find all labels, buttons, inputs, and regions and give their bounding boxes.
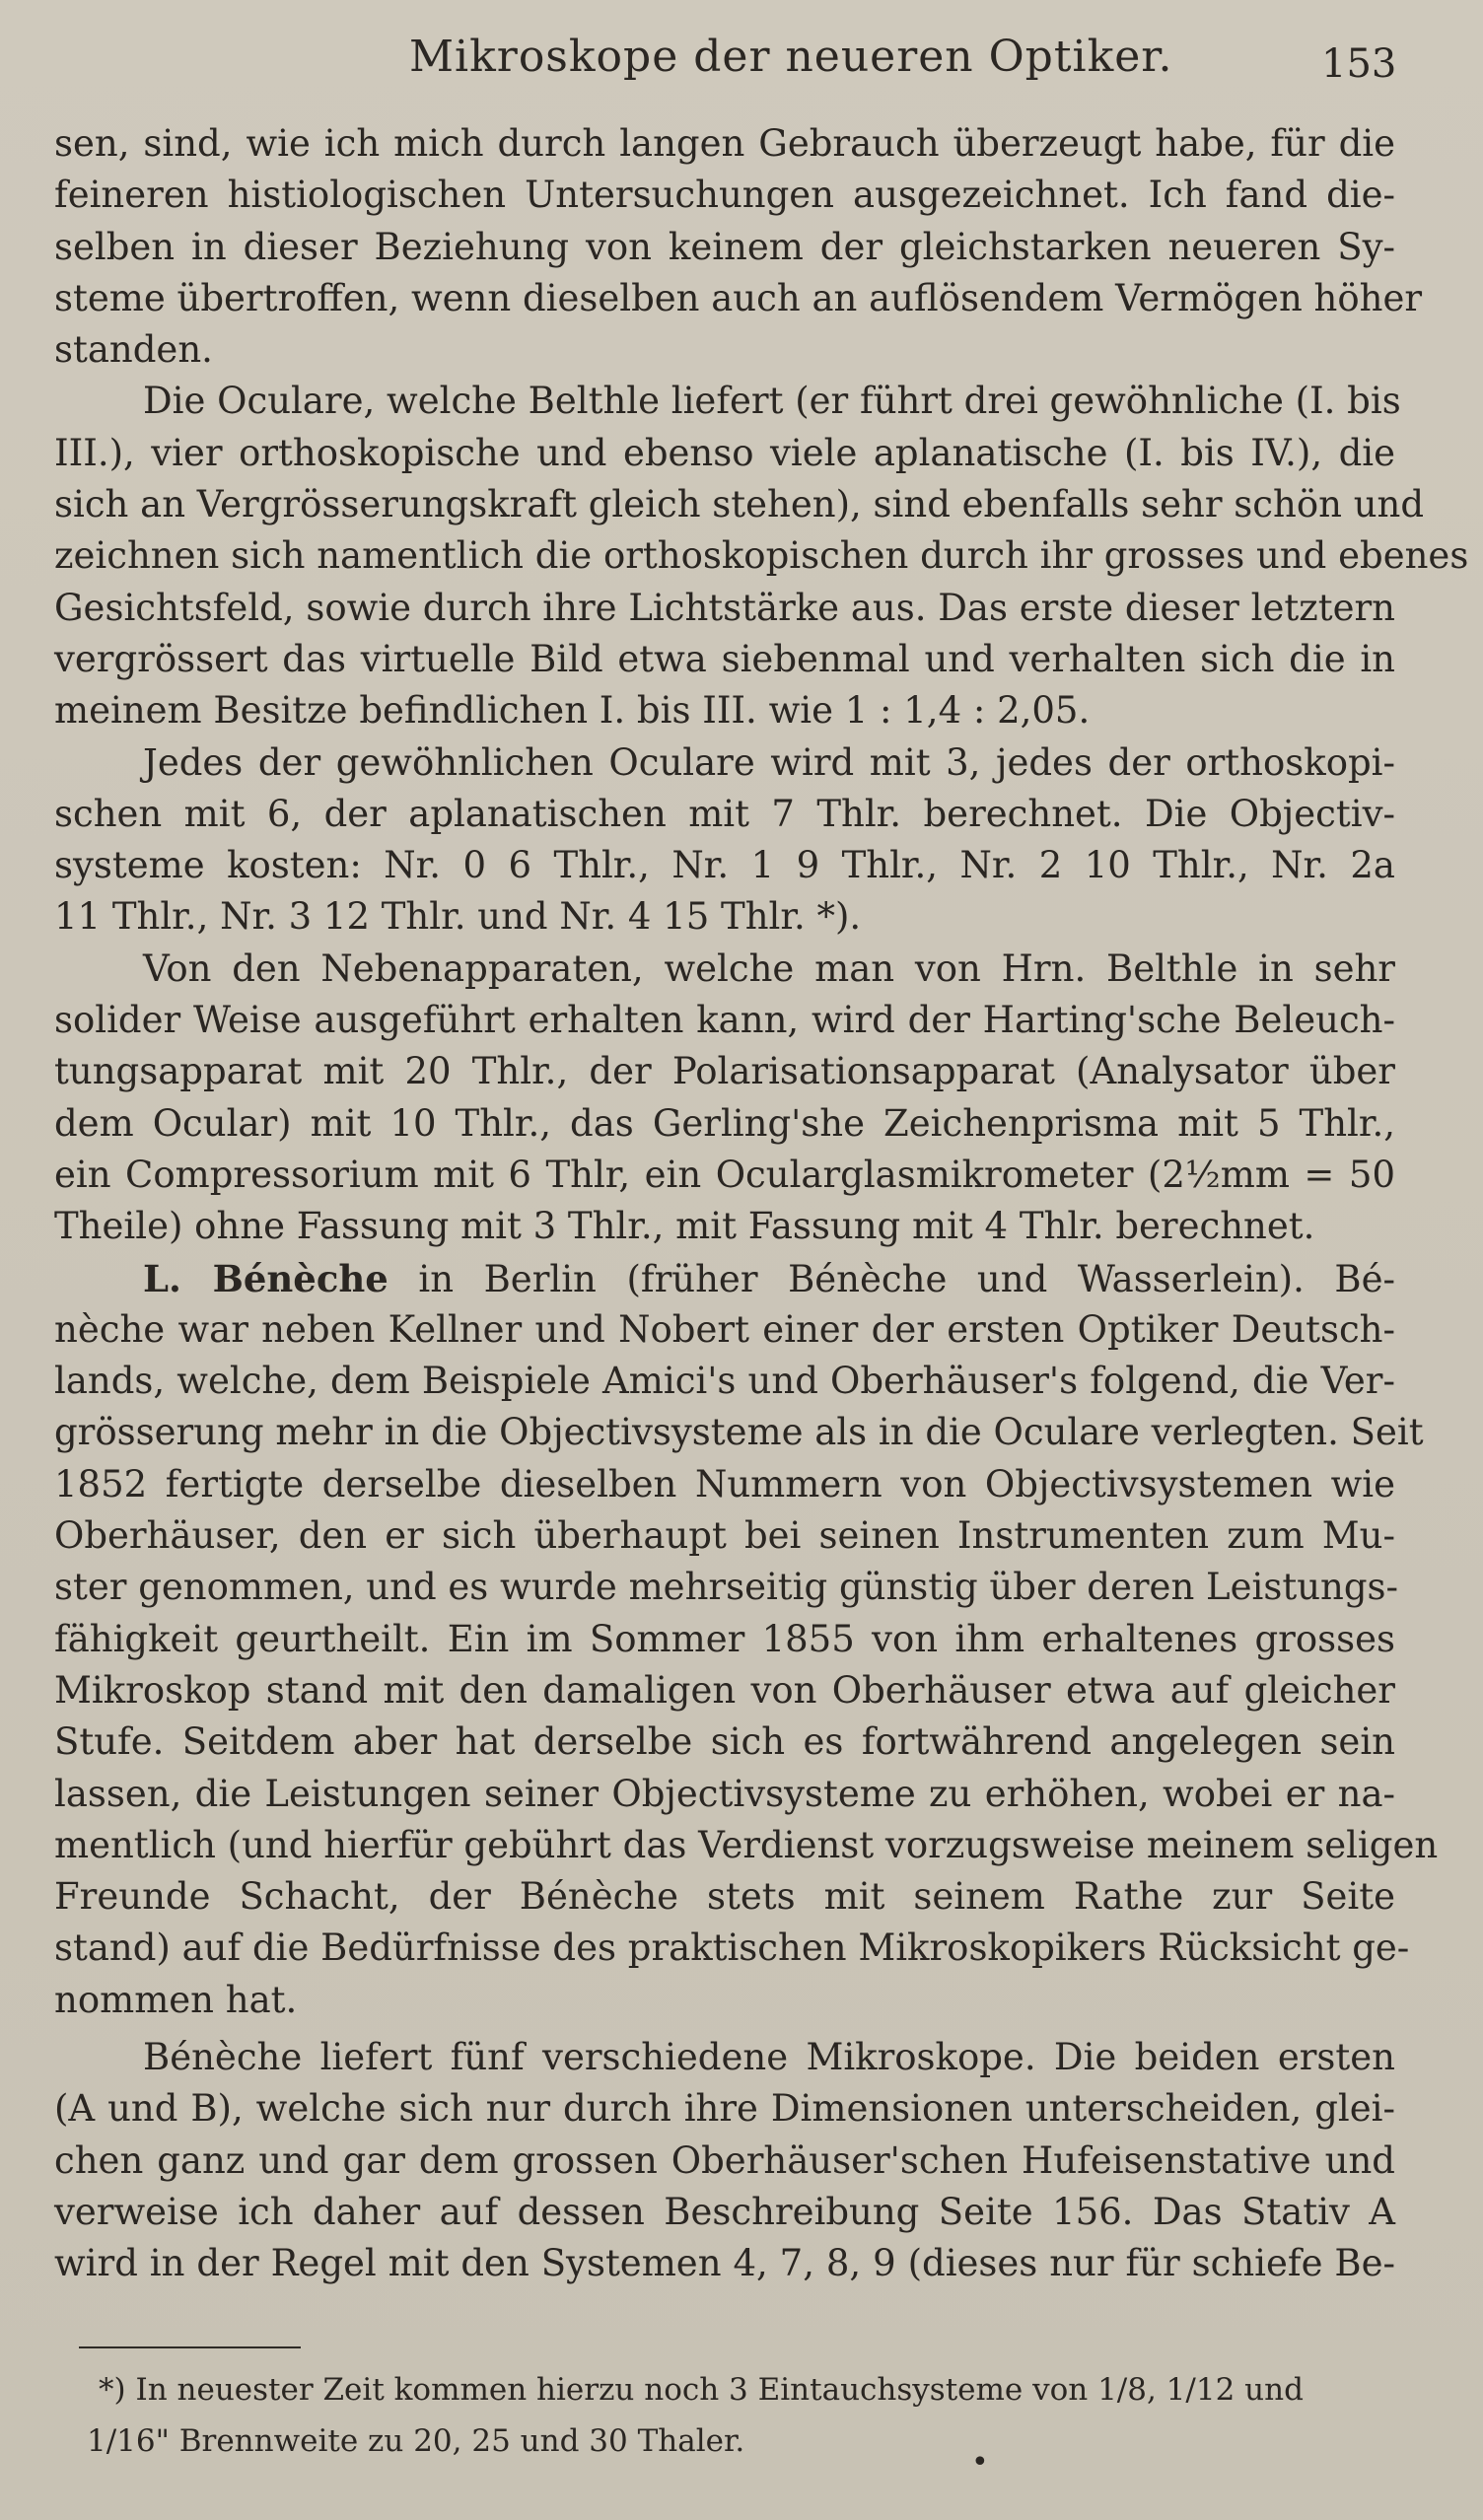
text-line: 11 Thlr., Nr. 3 12 Thlr. und Nr. 4 15 Thlr. *). <box>54 895 862 939</box>
page-number: 153 <box>1321 41 1397 87</box>
text-line: tungsapparat mit 20 Thlr., der Polarisationsapparat (Analysator über <box>54 1050 1395 1093</box>
text-line: III.), vier orthoskopische und ebenso viele aplanatische (I. bis IV.), die <box>54 431 1395 474</box>
text-line: Von den Nebenapparaten, welche man von Hrn. Belthle in sehr <box>143 946 1395 990</box>
text-line: ster genommen, und es wurde mehrseitig günstig über deren Leistungs- <box>54 1566 1399 1609</box>
text-line: stand) auf die Bedürfnisse des praktischen Mikroskopikers Rücksicht ge- <box>54 1926 1410 1970</box>
text-line: selben in dieser Beziehung von keinem der gleichstarken neueren Sy- <box>54 225 1395 268</box>
text-line-rest: in Berlin (früher Bénèche und Wasserlein). Bé- <box>418 1257 1395 1300</box>
running-title: Mikroskope der neueren Optiker. <box>409 32 1173 82</box>
text-line: Mikroskop stand mit den damaligen von Oberhäuser etwa auf gleicher <box>54 1668 1395 1712</box>
text-line: Gesichtsfeld, sowie durch ihre Lichtstärke aus. Das erste dieser letztern <box>54 586 1395 629</box>
text-line: ein Compressorium mit 6 Thlr, ein Ocularglasmikrometer (2½mm = 50 <box>54 1153 1395 1196</box>
footnote-rule <box>79 2346 301 2348</box>
text-line: Oberhäuser, den er sich überhaupt bei seinen Instrumenten zum Mu- <box>54 1514 1395 1558</box>
text-line: Die Oculare, welche Belthle liefert (er führt drei gewöhnliche (I. bis <box>143 380 1401 423</box>
text-line: schen mit 6, der aplanatischen mit 7 Thlr. berechnet. Die Objectiv- <box>54 792 1395 835</box>
text-line: vergrössert das virtuelle Bild etwa siebenmal und verhalten sich die in <box>54 637 1395 680</box>
text-line: systeme kosten: Nr. 0 6 Thlr., Nr. 1 9 Thlr., Nr. 2 10 Thlr., Nr. 2a <box>54 844 1395 887</box>
text-line: sich an Vergrösserungskraft gleich stehen), sind ebenfalls sehr schön und <box>54 483 1425 526</box>
footnote <box>87 2364 1400 2467</box>
text-line: lands, welche, dem Beispiele Amici's und Oberhäuser's folgend, die Ver- <box>54 1360 1395 1403</box>
text-line: grösserung mehr in die Objectivsysteme als in die Oculare verlegten. Seit <box>54 1411 1424 1454</box>
text-line: lassen, die Leistungen seiner Objectivsysteme zu erhöhen, wobei er na- <box>54 1772 1395 1815</box>
text-line: nèche war neben Kellner und Nobert einer der ersten Optiker Deutsch- <box>54 1307 1395 1351</box>
text-line: zeichnen sich namentlich die orthoskopischen durch ihr grosses und ebenes <box>54 534 1469 578</box>
text-line: (A und B), welche sich nur durch ihre Dimensionen unterscheiden, glei- <box>54 2087 1395 2131</box>
text-line: Bénèche liefert fünf verschiedene Mikroskope. Die beiden ersten <box>143 2035 1395 2078</box>
text-line: Jedes der gewöhnlichen Oculare wird mit 3, jedes der orthoskopi- <box>143 740 1395 784</box>
text-line: wird in der Regel mit den Systemen 4, 7, 8, 9 (dieses nur für schiefe Be- <box>54 2242 1395 2285</box>
text-line: Stufe. Seitdem aber hat derselbe sich es fortwährend angelegen sein <box>54 1720 1395 1764</box>
text-line: standen. <box>54 328 213 372</box>
page-header <box>0 28 1483 97</box>
text-line: 1852 fertigte derselbe dieselben Nummern von Objectivsystemen wie <box>54 1462 1395 1505</box>
text-line: meinem Besitze befindlichen I. bis III. wie 1 : 1,4 : 2,05. <box>54 689 1091 733</box>
text-line-with-bold-lead <box>54 1253 1395 1304</box>
bold-lead-name: L. Bénèche <box>143 1256 388 1300</box>
text-line: Theile) ohne Fassung mit 3 Thlr., mit Fassung mit 4 Thlr. berechnet. <box>54 1205 1315 1248</box>
footnote-line: *) In neuester Zeit kommen hierzu noch 3 Eintauchsysteme von 1/8, 1/12 und <box>99 2372 1304 2408</box>
text-line: steme übertroffen, wenn dieselben auch an auflösendem Vermögen höher <box>54 276 1423 319</box>
text-line: dem Ocular) mit 10 Thlr., das Gerling'she Zeichenprisma mit 5 Thlr., <box>54 1101 1395 1145</box>
footnote-line: 1/16" Brennweite zu 20, 25 und 30 Thaler. <box>87 2423 745 2459</box>
text-line: chen ganz und gar dem grossen Oberhäuser'schen Hufeisenstative und <box>54 2138 1395 2182</box>
text-line: sen, sind, wie ich mich durch langen Gebrauch überzeugt habe, für die <box>54 122 1395 165</box>
text-line: solider Weise ausgeführt erhalten kann, wird der Harting'sche Beleuch- <box>54 999 1395 1042</box>
ink-speck: • <box>971 2445 989 2480</box>
text-line: feineren histiologischen Untersuchungen ausgezeichnet. Ich fand die- <box>54 174 1395 217</box>
text-line: fähigkeit geurtheilt. Ein im Sommer 1855 von ihm erhaltenes grosses <box>54 1617 1395 1660</box>
text-line: Freunde Schacht, der Bénèche stets mit seinem Rathe zur Seite <box>54 1875 1395 1919</box>
text-line: verweise ich daher auf dessen Beschreibung Seite 156. Das Stativ A <box>54 2190 1395 2233</box>
body-text <box>54 118 1469 2289</box>
text-line: nommen hat. <box>54 1978 298 2021</box>
text-line: mentlich (und hierfür gebührt das Verdienst vorzugsweise meinem seligen <box>54 1823 1439 1866</box>
